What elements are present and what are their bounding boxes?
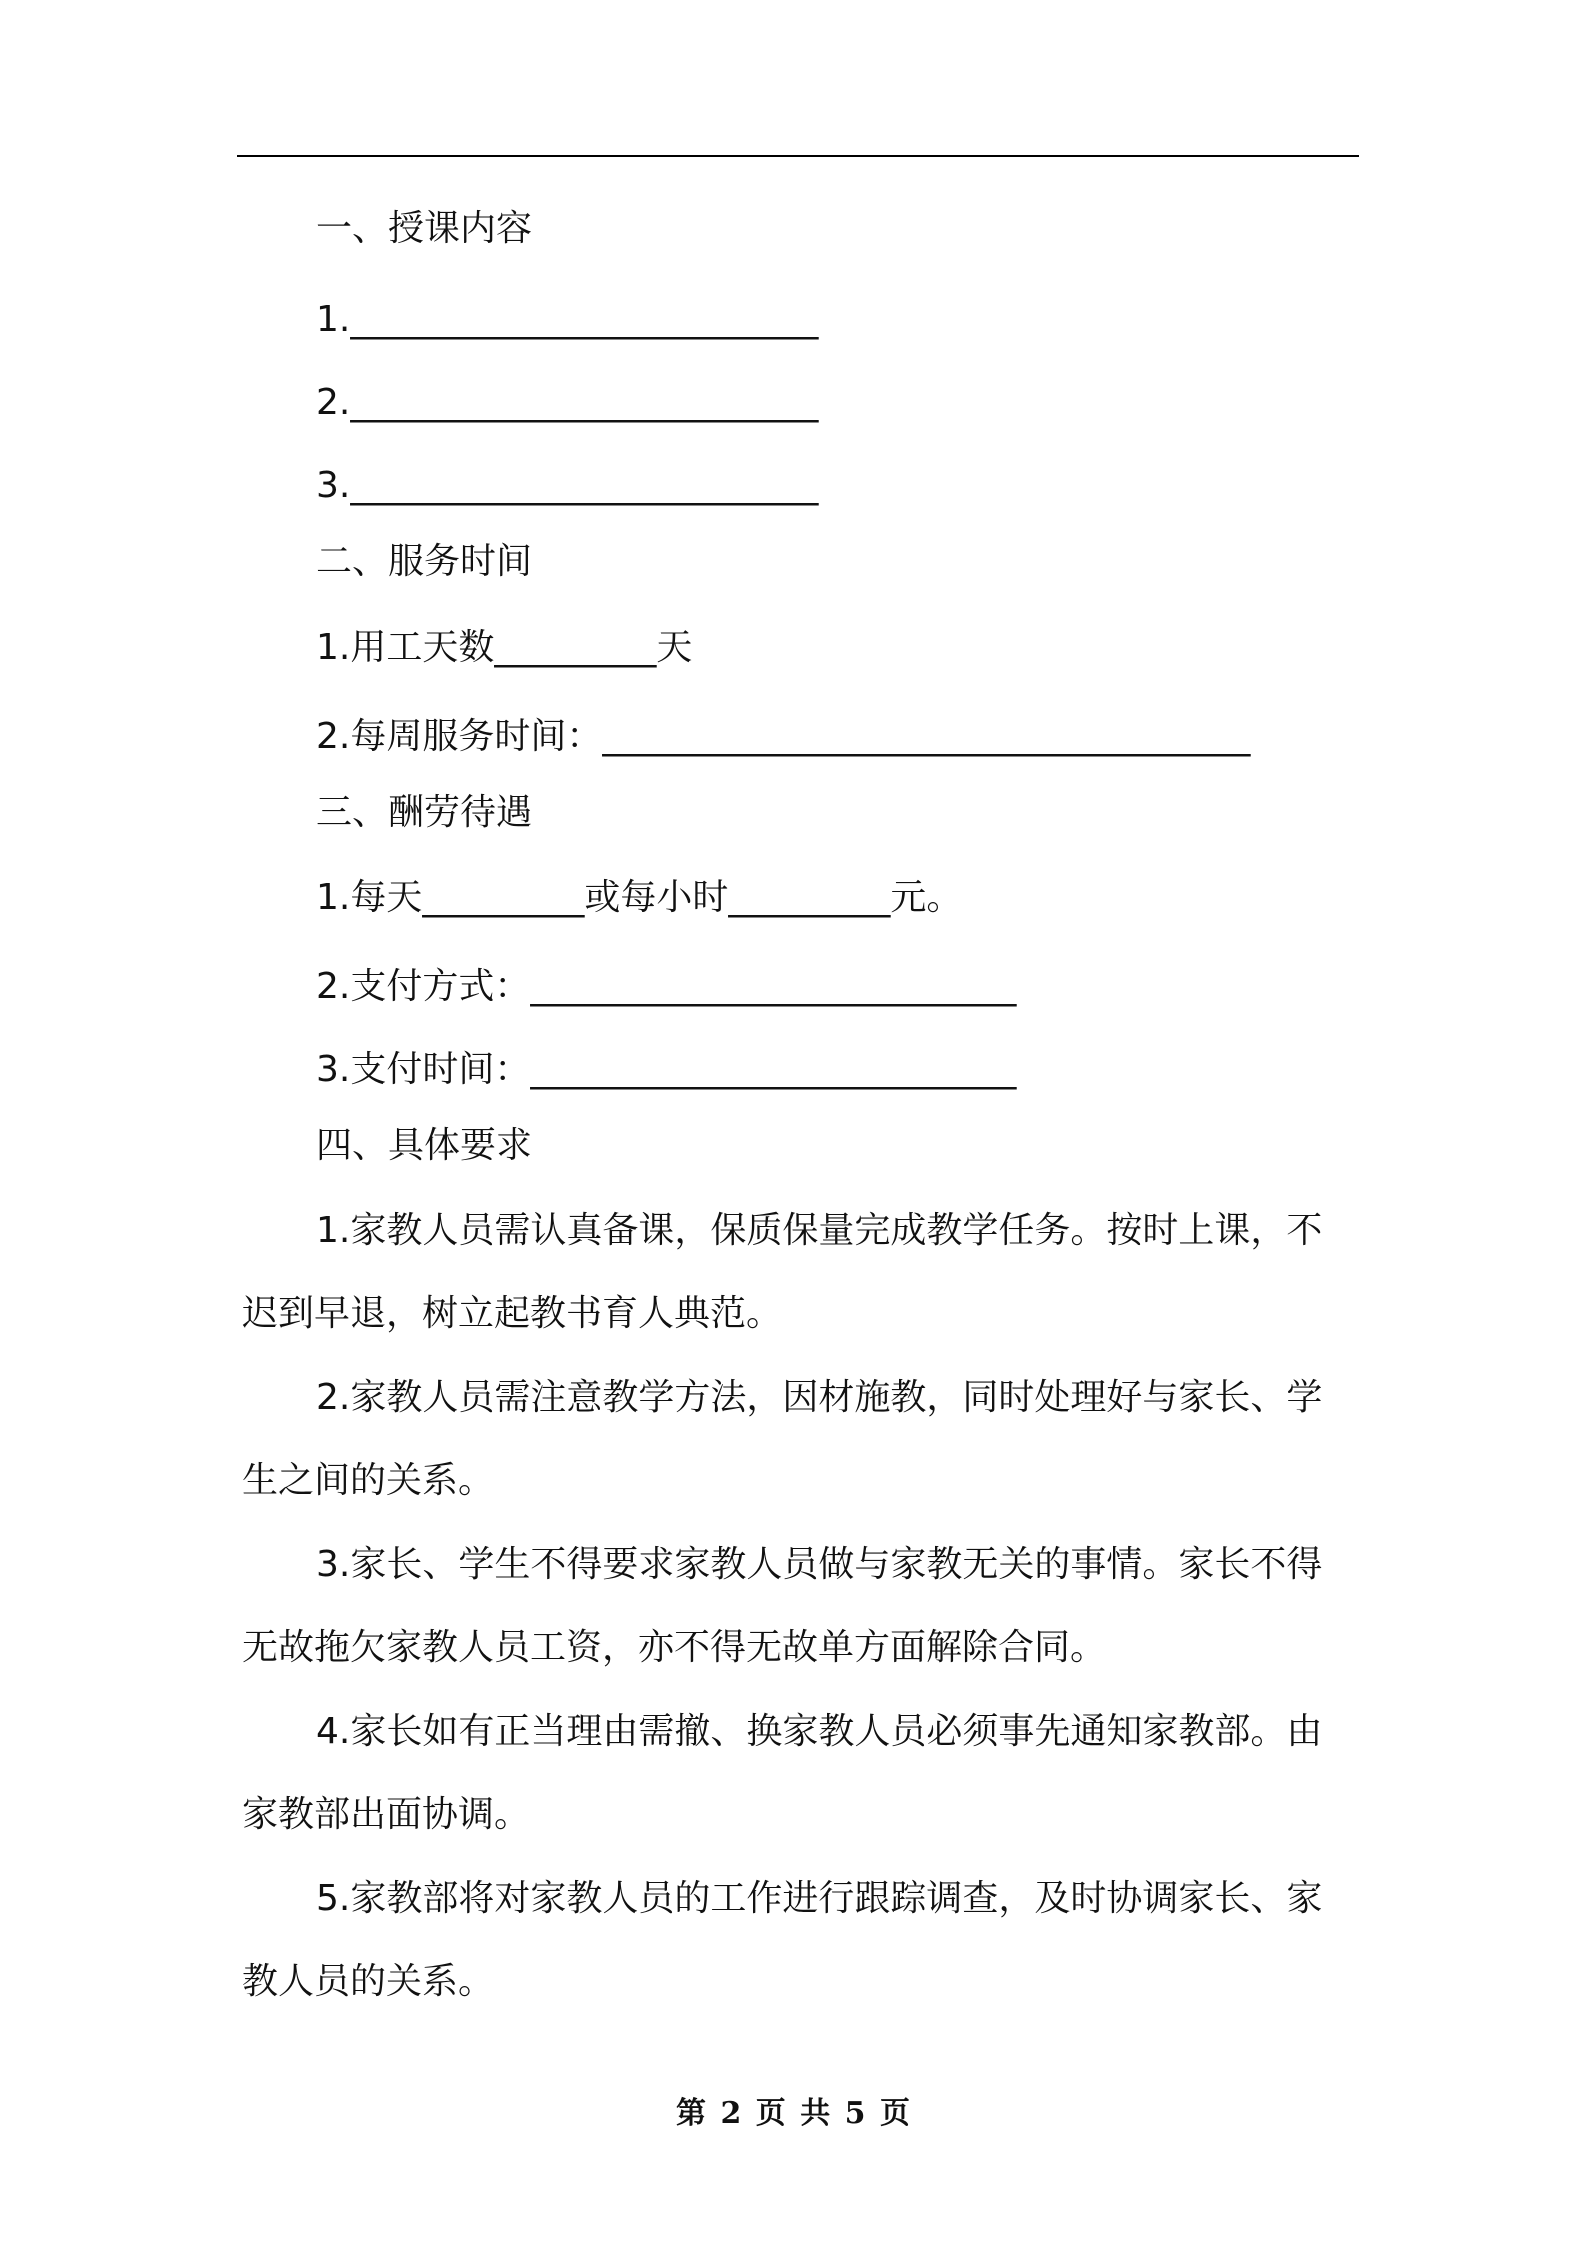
requirement-3-line-1: 3.家长、学生不得要求家教人员做与家教无关的事情。家长不得 xyxy=(316,1544,1323,1585)
requirement-4-line-2: 家教部出面协调。 xyxy=(242,1794,531,1835)
requirement-2-line-2: 生之间的关系。 xyxy=(242,1460,495,1501)
section-heading-requirements: 四、具体要求 xyxy=(316,1125,533,1166)
blank-field-teaching-item-3: 3.__________________________ xyxy=(316,465,819,506)
blank-field-weekly-service-time: 2.每周服务时间：____________________________________ xyxy=(316,716,1251,757)
blank-field-pay-rate: 1.每天_________或每小时_________元。 xyxy=(316,877,963,918)
section-heading-service-time: 二、服务时间 xyxy=(316,541,533,582)
requirement-1-line-2: 迟到早退，树立起教书育人典范。 xyxy=(242,1293,783,1334)
requirement-1-line-1: 1.家教人员需认真备课，保质保量完成教学任务。按时上课，不 xyxy=(316,1210,1323,1251)
blank-field-payment-time: 3.支付时间：___________________________ xyxy=(316,1049,1017,1090)
blank-field-work-days: 1.用工天数_________天 xyxy=(316,627,693,668)
blank-field-teaching-item-2: 2.__________________________ xyxy=(316,382,819,423)
section-heading-teaching-content: 一、授课内容 xyxy=(316,208,533,249)
requirement-2-line-1: 2.家教人员需注意教学方法，因材施教，同时处理好与家长、学 xyxy=(316,1377,1323,1418)
requirement-5-line-1: 5.家教部将对家教人员的工作进行跟踪调查，及时协调家长、家 xyxy=(316,1878,1323,1919)
blank-field-payment-method: 2.支付方式：___________________________ xyxy=(316,966,1017,1007)
page-number-footer: 第 2 页 共 5 页 xyxy=(676,2096,910,2131)
requirement-4-line-1: 4.家长如有正当理由需撤、换家教人员必须事先通知家教部。由 xyxy=(316,1711,1323,1752)
requirement-3-line-2: 无故拖欠家教人员工资，亦不得无故单方面解除合同。 xyxy=(242,1627,1107,1668)
header-rule xyxy=(237,155,1359,157)
section-heading-remuneration: 三、酬劳待遇 xyxy=(316,792,533,833)
blank-field-teaching-item-1: 1.__________________________ xyxy=(316,299,819,340)
requirement-5-line-2: 教人员的关系。 xyxy=(242,1961,495,2002)
